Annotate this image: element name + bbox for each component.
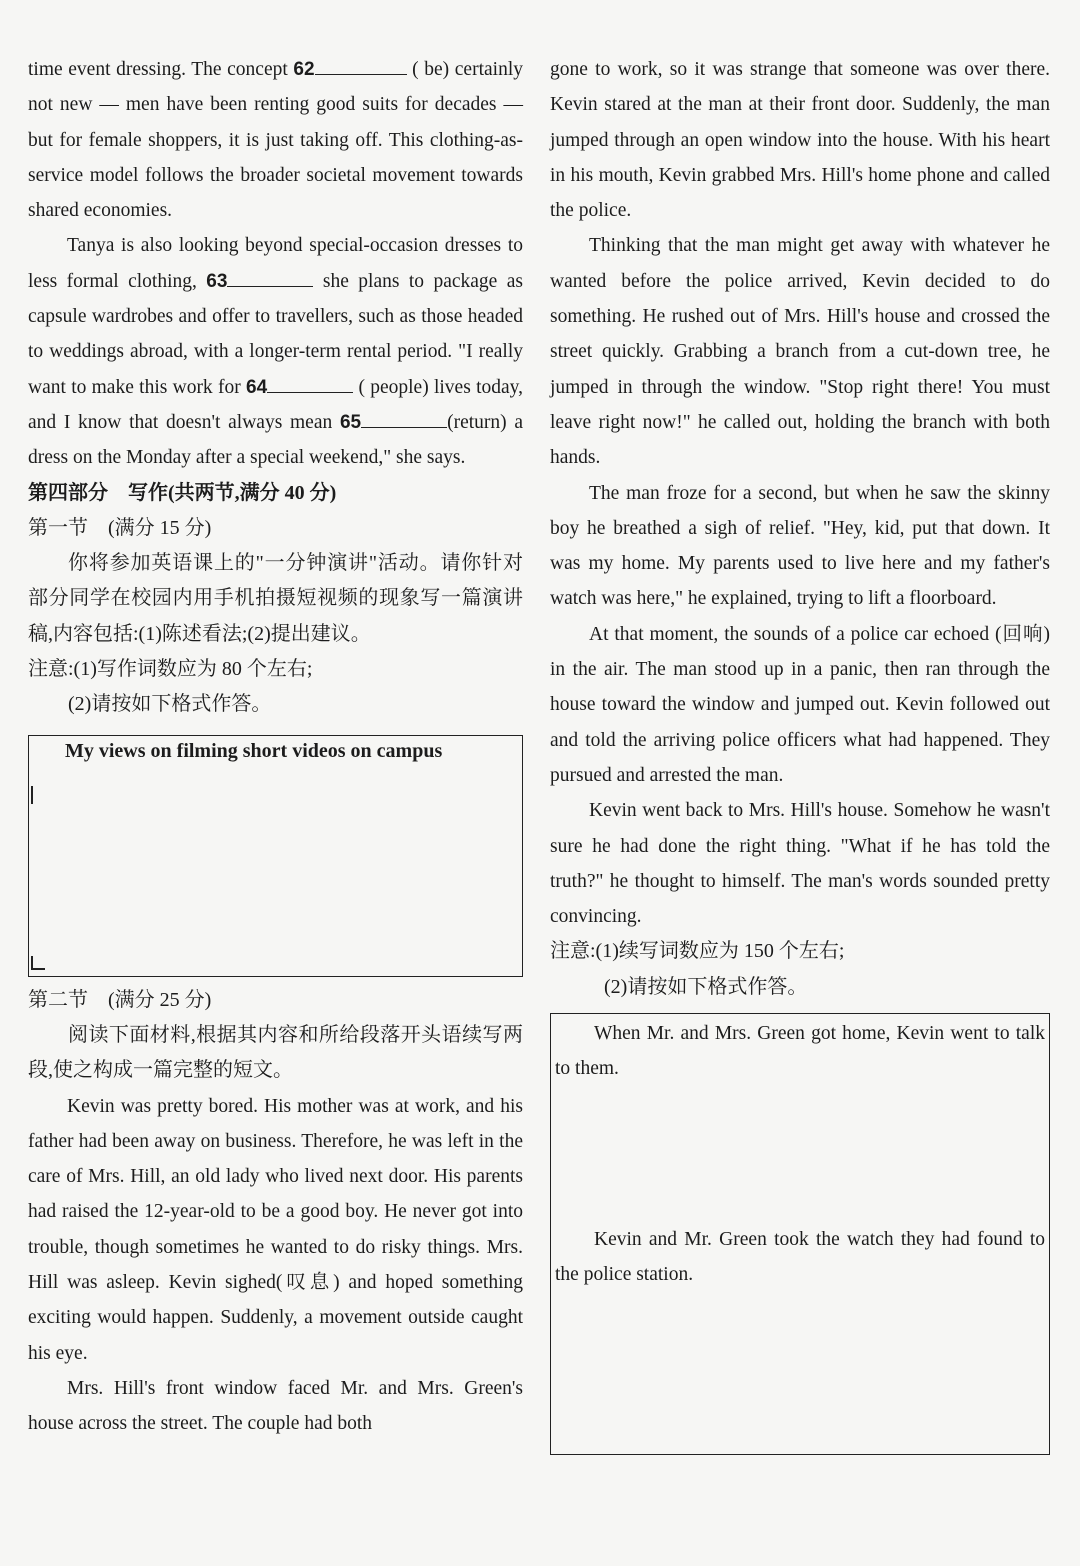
question-number-63: 63 [206,270,228,292]
story-paragraph-2-start: Mrs. Hill's front window faced Mr. and Mrs. Green's house across the street. The couple had both [28,1377,523,1435]
passage-paragraph-1 [28,52,523,228]
note-word-count-continuation: 注意:(1)续写词数应为 150 个左右; [550,940,845,963]
right-column [550,52,1050,1455]
answer-blank-64[interactable] [267,370,353,393]
question-number-62: 62 [293,59,315,80]
answer-blank-65[interactable] [361,405,447,428]
corner-mark [31,956,45,970]
section-one-task: 你将参加英语课上的"一分钟演讲"活动。请你针对部分同学在校园内用手机拍摄短视频的现象写一篇演讲稿,内容包括:(1)陈述看法;(2)提出建议。 [28,552,523,645]
story-paragraph-6: Kevin went back to Mrs. Hill's house. Somehow he wasn't sure he had done the right thing. "What if he has told the truth?" he thought to himself. The man's words sounded pretty convincing. [550,800,1050,928]
writing-answer-box[interactable] [28,735,523,977]
text: time event dressing. The concept [28,59,294,80]
section-two-heading: 第二节 (满分 25 分) [28,988,212,1011]
question-number-65: 65 [339,411,362,433]
text: a dress on the Monday after a special weekend," she says. [28,411,523,469]
note-format-continuation: (2)请按如下格式作答。 [604,975,808,998]
story-paragraph-4: The man froze for a second, but when he saw the skinny boy he breathed a sigh of relief. "Hey, kid, put that down. It was my home. My parents used to live here and my father's watch was here," he explained, trying to lift a floorboard. [550,482,1050,610]
hint-65: (return) [447,411,507,433]
question-number-64: 64 [246,376,268,398]
passage-paragraph-2 [28,228,523,475]
cursor-mark [31,786,33,804]
story-paragraph-2-end: gone to work, so it was strange that someone was over there. Kevin stared at the man at their front door. Suddenly, the man jumped through an open window into the house. With his heart in his mouth, Kevin grabbed Mrs. Hill's home phone and called the police. [550,59,1050,222]
answer-box-title: My views on filming short videos on campus [65,739,443,762]
continuation-segment-2 [551,1222,1049,1293]
section-two-task: 阅读下面材料,根据其内容和所给段落开头语续写两段,使之构成一篇完整的短文。 [28,1023,523,1082]
part-four-heading: 第四部分 写作(共两节,满分 40 分) [28,481,337,504]
continuation-answer-box[interactable] [550,1013,1050,1455]
story-paragraph-3: Thinking that the man might get away with whatever he wanted before the police arrived, Kevin decided to do something. He rushed out of Mrs. Hill's house and crossed the street quickly. Grabbing a branch from a cut-down tree, he jumped in through the window. "Stop right there! You must leave right now!" he called out, holding the branch with both hands. [550,235,1050,469]
hint-64: ( people) [358,376,429,398]
continuation-opening-2: Kevin and Mr. Green took the watch they had found to the police station. [555,1229,1045,1286]
story-paragraph-1: Kevin was pretty bored. His mother was at work, and his father had been away on business. Therefore, he was left in the care of Mrs. Hill, an old lady who lived next door. His parents had raised the 12-year-old to be a good boy. He never got into trouble, though sometimes he wanted to do risky things. Mrs. Hill was asleep. Kevin sighed(叹息) and hoped something exciting would happen. Suddenly, a movement outside caught his eye. [28,1095,523,1364]
hint-62: ( be) [412,59,450,80]
text: certainly not new — men have been renting good suits for decades — but for female shoppers, it is just taking off. This clothing-as-service model follows the broader societal movement towards shared economies. [28,59,523,222]
continuation-opening-1: When Mr. and Mrs. Green got home, Kevin went to talk to them. [555,1023,1045,1080]
answer-blank-62[interactable] [315,52,407,75]
note-format: (2)请按如下格式作答。 [68,693,272,716]
text: she plans to package as capsule wardrobes and offer to travellers, such as those headed to weddings abroad, with a longer-term rental period. "I really want to make this work for [28,270,524,398]
text: Tanya is also looking beyond special-occasion dresses to less formal clothing, [28,235,523,292]
note-word-count: 注意:(1)写作词数应为 80 个左右; [28,658,313,681]
left-column [28,52,523,1442]
story-paragraph-5: At that moment, the sounds of a police car echoed (回响) in the air. The man stood up in a panic, then ran through the house toward the window and jumped out. Kevin followed out and told the arriving police officers what had happened. They pursued and arrested the man. [550,623,1050,786]
section-one-heading: 第一节 (满分 15 分) [28,516,212,539]
text: lives today, and I know that doesn't always mean [28,376,524,433]
answer-blank-63[interactable] [227,264,313,287]
